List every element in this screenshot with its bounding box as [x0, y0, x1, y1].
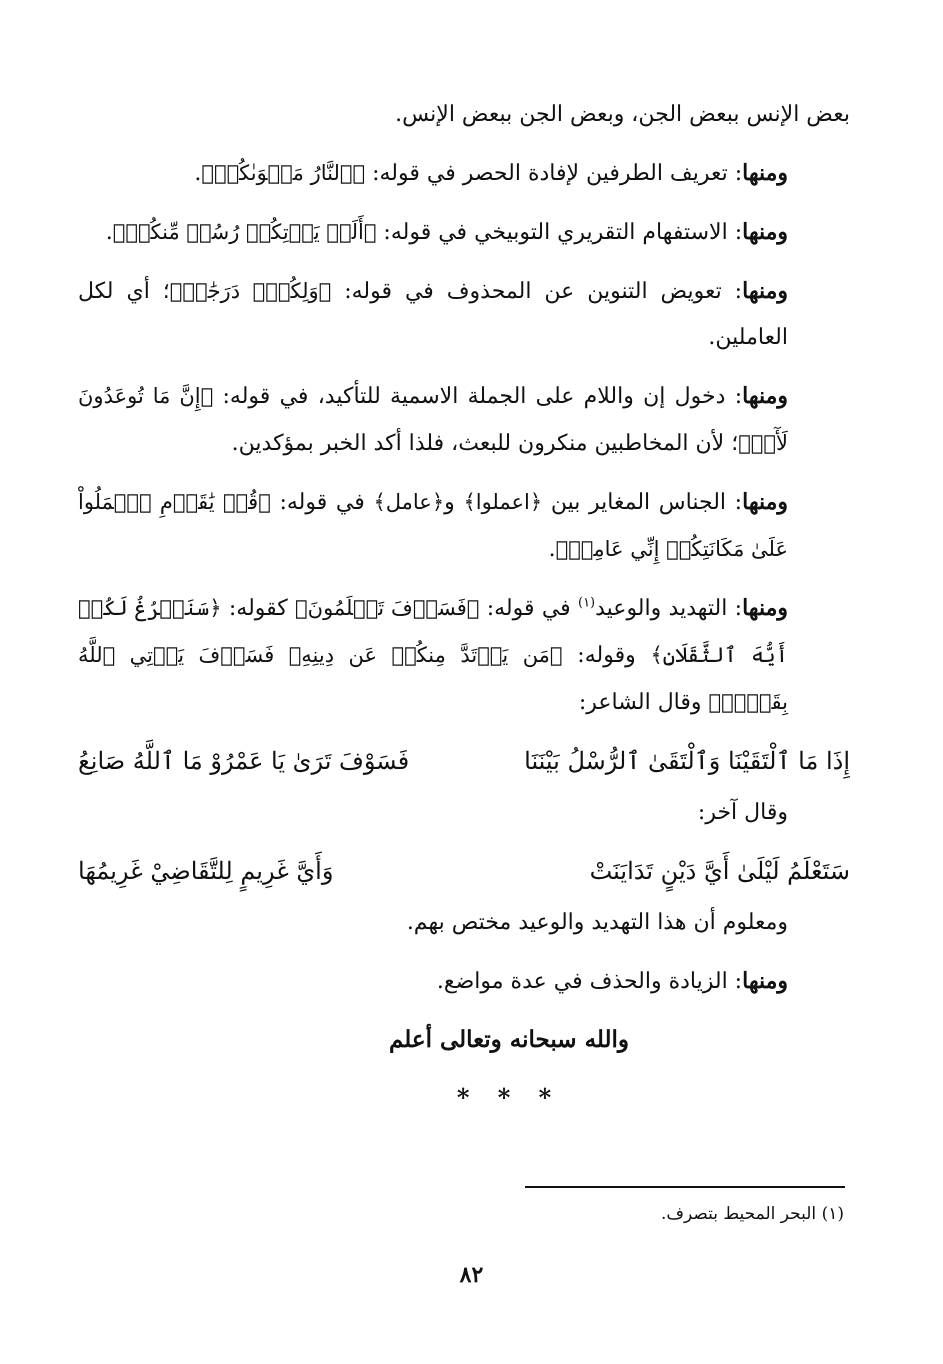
paragraph-7	[78, 958, 850, 1005]
footnote-separator	[525, 1186, 845, 1188]
poem-hemistich-left: وَأَيَّ غَرِيمٍ لِلتَّقَاضِيْ غَرِيمُهَا	[78, 857, 334, 885]
paragraph-0	[78, 92, 850, 138]
paragraph-text: كقوله:	[221, 596, 296, 621]
lead-word: ومنها	[742, 219, 788, 245]
another-poet-line	[78, 790, 850, 836]
poem-verse-2	[78, 848, 850, 894]
paragraph-text: : تعويض التنوين عن المحذوف في قوله:	[331, 279, 743, 304]
footnote	[400, 1204, 844, 1224]
paragraph-text: : الزيادة والحذف في عدة مواضع.	[436, 969, 743, 994]
poem-hemistich-right: إِذَا مَا ٱلْتَقَيْنَا وَٱلْتَقَىٰ ٱلرُّسْلُ بَيْنَنَا	[524, 747, 850, 775]
lead-word: ومنها	[742, 489, 788, 515]
quran-quote: ﴿فَسَوۡفَ تَعۡلَمُونَ﴾	[295, 596, 480, 620]
paragraph-text: : تعريف الطرفين لإفادة الحصر في قوله:	[365, 161, 743, 186]
footnote-text: البحر المحيط بتصرف.	[660, 1204, 817, 1224]
paragraph-text: وقوله:	[562, 643, 651, 668]
paragraph-end: ؛ لأن المخاطبين منكرون للبعث، فلذا أكد الخبر بمؤكدين.	[231, 431, 739, 456]
paragraph-text: : الاستفهام التقريري التوبيخي في قوله:	[376, 220, 743, 245]
quran-quote: ﴿اعملوا﴾	[463, 490, 543, 514]
paragraph-text: : دخول إن واللام على الجملة الاسمية للتأكيد، في قوله:	[213, 384, 743, 409]
paragraph-end: .	[105, 220, 113, 245]
paragraph-4	[78, 373, 850, 467]
paragraph-3	[78, 268, 850, 361]
poem-hemistich-left: فَسَوْفَ تَرَىٰ يَا عَمْرُوْ مَا ٱللَّهُ صَانِعُ	[78, 747, 410, 775]
quran-quote: ﴿سَنَفۡرُغُ لَكُمۡ أَيُّهَ ٱلثَّقَلَانِ﴾	[78, 596, 788, 667]
paragraph-end: .	[194, 161, 202, 186]
paragraph-text: و	[444, 490, 464, 515]
closing-line: والله سبحانه وتعالى أعلم	[388, 1026, 630, 1053]
paragraph-text: : التهديد والوعيد	[595, 596, 743, 621]
paragraph-end: .	[548, 537, 556, 562]
paragraph-text: في قوله:	[270, 490, 374, 515]
paragraph-text: في قوله:	[479, 596, 578, 621]
footnote-marker[interactable]: (١)	[577, 595, 596, 611]
poem-hemistich-right: سَتَعْلَمُ لَيْلَىٰ أَيَّ دَيْنٍ تَدَايَنَتْ	[589, 857, 850, 885]
paragraph-text: ومعلوم أن هذا التهديد والوعيد مختص بهم.	[406, 910, 788, 935]
page-number: ٨٢	[459, 1262, 484, 1288]
paragraph-2	[78, 209, 850, 256]
quran-quote: ﴿وَلِكُلّٖ دَرَجَٰتٞ﴾	[169, 279, 332, 303]
poem-verse-1	[78, 738, 850, 784]
quran-quote: ﴿أَلَمۡ يَأۡتِكُمۡ رُسُلٞ مِّنكُمۡ﴾	[112, 220, 377, 244]
paragraph-text: وقال الشاعر:	[578, 690, 709, 715]
lead-word: ومنها	[742, 383, 788, 409]
lead-word: ومنها	[742, 160, 788, 186]
footnote-number: (١)	[821, 1204, 844, 1224]
paragraph-1	[78, 150, 850, 197]
quran-quote: ﴿ٱلنَّارُ مَثۡوَىٰكُمۡ﴾	[201, 161, 366, 185]
paragraph-end: ؛ أي لكل العاملين.	[78, 279, 788, 350]
main-text	[78, 92, 850, 1121]
paragraph-text: : الجناس المغاير بين	[542, 490, 743, 515]
section-divider-stars: * * *	[456, 1083, 562, 1112]
quran-quote: ﴿عامل﴾	[373, 490, 445, 514]
paragraph-text: وقال آخر:	[697, 800, 788, 825]
known-line	[78, 900, 850, 946]
paragraph-text: بعض الإنس ببعض الجن، وبعض الجن ببعض الإنس.	[395, 102, 850, 127]
lead-word: ومنها	[742, 968, 788, 994]
paragraph-5	[78, 479, 850, 573]
quran-quote: ﴿قُلۡ يَٰقَوۡمِ ٱعۡمَلُواْ عَلَىٰ مَكَانَتِكُمۡ إِنِّي عَامِلٞ﴾	[78, 490, 788, 561]
lead-word: ومنها	[742, 278, 788, 304]
lead-word: ومنها	[742, 595, 788, 621]
quran-quote: ﴿إِنَّ مَا تُوعَدُونَ لَأٓتٖ﴾	[78, 384, 788, 455]
quran-quote: ﴿مَن يَرۡتَدَّ مِنكُمۡ عَن دِينِهِۦ فَسَوۡفَ يَأۡتِي ٱللَّهُ بِقَوۡمٖ﴾	[78, 643, 788, 714]
paragraph-6	[78, 585, 850, 726]
